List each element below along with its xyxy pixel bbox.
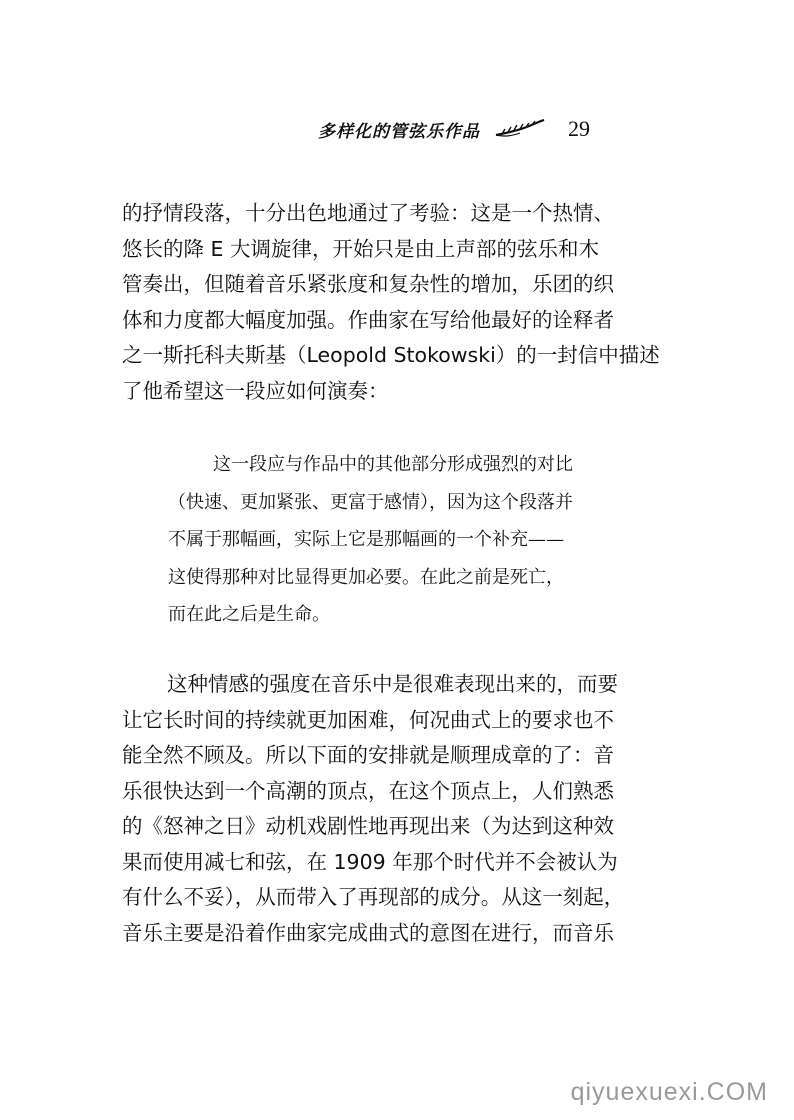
text-line: 让它长时间的持续就更加困难，何况曲式上的要求也不 <box>122 707 614 732</box>
paragraph-1 <box>122 196 682 409</box>
text-line: 果而使用减七和弦，在 1909 年那个时代并不会被认为 <box>122 849 618 874</box>
text-line: 体和力度都大幅度加强。作曲家在写给他最好的诠释者 <box>122 307 614 332</box>
block-quote <box>168 446 688 634</box>
text-line: 悠长的降 E 大调旋律，开始只是由上声部的弦乐和木 <box>122 236 599 261</box>
quote-line: 这使得那种对比显得更加必要。在此之前是死亡， <box>168 566 564 588</box>
text-line: 有什么不妥），从而带入了再现部的成分。从这一刻起， <box>122 885 625 909</box>
quill-flourish-icon <box>494 119 546 139</box>
text-line: 之一斯托科夫斯基（Leopold Stokowski）的一封信中描述 <box>122 343 660 367</box>
paragraph-2 <box>122 667 682 951</box>
text-line: 的《怒神之日》动机戏剧性地再现出来（为达到这种效 <box>122 814 614 838</box>
text-line: 管奏出，但随着音乐紧张度和复杂性的增加，乐团的织 <box>122 272 614 296</box>
text-line: 能全然不顾及。所以下面的安排就是顺理成章的了：音 <box>122 743 614 767</box>
site-watermark <box>468 1072 768 1112</box>
text-line: 这种情感的强度在音乐中是很难表现出来的，而要 <box>167 672 618 696</box>
chapter-title: 多样化的管弦乐作品 <box>318 121 480 142</box>
text-line: 的抒情段落，十分出色地通过了考验：这是一个热情、 <box>122 201 614 225</box>
quote-line: 这一段应与作品中的其他部分形成强烈的对比 <box>213 454 573 475</box>
page-number: 29 <box>568 116 590 141</box>
quote-line: （快速、更加紧张、更富于感情），因为这个段落并 <box>168 491 573 513</box>
quote-line: 而在此之后是生命。 <box>168 604 330 625</box>
text-line: 乐很快达到一个高潮的顶点，在这个顶点上，人们熟悉 <box>122 778 614 803</box>
text-line: 音乐主要是沿着作曲家完成曲式的意图在进行，而音乐 <box>122 920 614 945</box>
watermark-text: qiyuexuexi.COM <box>570 1077 768 1106</box>
running-header <box>318 112 658 146</box>
text-line: 了他希望这一段应如何演奏： <box>122 378 389 403</box>
quote-line: 不属于那幅画，实际上它是那幅画的一个补充—— <box>168 529 564 550</box>
